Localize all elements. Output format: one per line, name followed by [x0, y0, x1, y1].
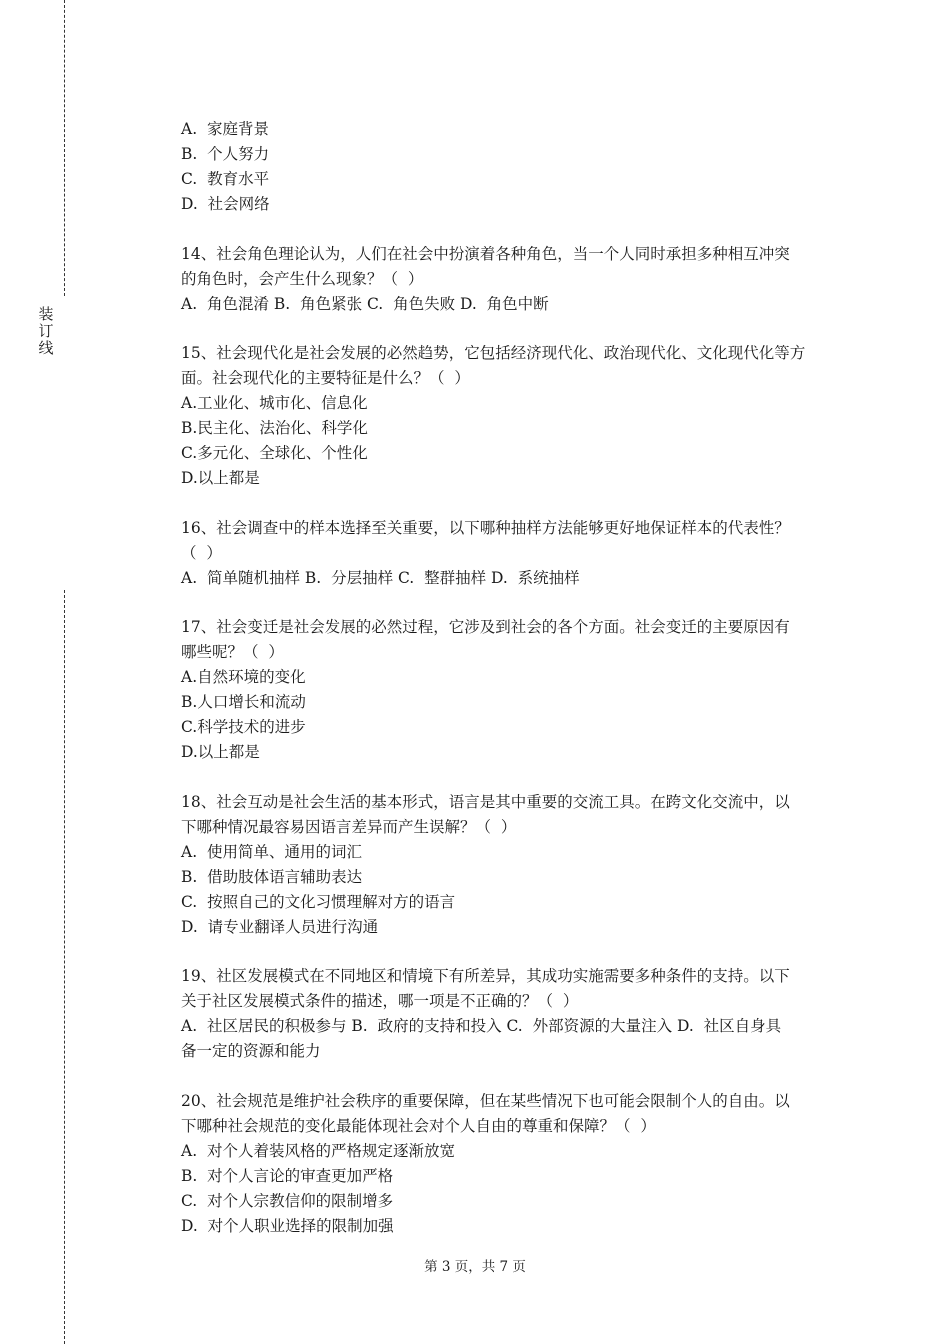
- option-d: D. 请专业翻译人员进行沟通: [181, 917, 379, 936]
- option-b: B. 借助肢体语言辅助表达: [181, 867, 363, 886]
- option-b: B. 个人努力: [181, 145, 270, 163]
- question-stem: 20、社会规范是维护社会秩序的重要保障，但在某些情况下也可能会限制个人的自由。以: [181, 1091, 790, 1110]
- option-a: A. 对个人着装风格的严格规定逐渐放宽: [181, 1141, 455, 1160]
- option-d: D.以上都是: [181, 469, 260, 487]
- option-b: B.民主化、法治化、科学化: [181, 419, 368, 437]
- question-20: [181, 1089, 841, 1239]
- option-c: C. 按照自己的文化习惯理解对方的语言: [181, 892, 456, 911]
- option-a: A.自然环境的变化: [181, 668, 306, 686]
- question-stem: 下哪种情况最容易因语言差异而产生误解？（ ）: [181, 817, 517, 836]
- question-options-inline: A. 简单随机抽样 B. 分层抽样 C. 整群抽样 D. 系统抽样: [181, 568, 580, 587]
- binding-label: 装 订 线: [38, 305, 54, 357]
- option-d: D.以上都是: [181, 743, 260, 761]
- option-d: D. 对个人职业选择的限制加强: [181, 1216, 394, 1235]
- question-stem: 17、社会变迁是社会发展的必然过程，它涉及到社会的各个方面。社会变迁的主要原因有: [181, 618, 790, 636]
- option-a: A. 家庭背景: [181, 120, 269, 138]
- question-stem: 15、社会现代化是社会发展的必然趋势，它包括经济现代化、政治现代化、文化现代化等方: [181, 344, 806, 362]
- question-15: [181, 341, 841, 491]
- question-18: [181, 790, 841, 940]
- question-13-options: [181, 117, 841, 217]
- option-c: C. 教育水平: [181, 170, 270, 188]
- binding-dashed-line-top: [64, 0, 65, 296]
- question-options-inline: A. 角色混淆 B. 角色紧张 C. 角色失败 D. 角色中断: [181, 294, 549, 313]
- page-number: 第 3 页，共 7 页: [424, 1259, 526, 1275]
- option-c: C.多元化、全球化、个性化: [181, 444, 368, 462]
- question-options-inline: A. 社区居民的积极参与 B. 政府的支持和投入 C. 外部资源的大量注入 D. 社区自身具: [181, 1017, 782, 1035]
- question-16: [181, 516, 841, 591]
- question-stem: 的角色时，会产生什么现象？（ ）: [181, 269, 424, 288]
- option-a: A.工业化、城市化、信息化: [181, 394, 368, 412]
- option-c: C.科学技术的进步: [181, 718, 306, 736]
- option-b: B.人口增长和流动: [181, 693, 306, 711]
- option-b: B. 对个人言论的审查更加严格: [181, 1166, 394, 1185]
- question-options-continued: 备一定的资源和能力: [181, 1042, 321, 1060]
- question-stem: 18、社会互动是社会生活的基本形式，语言是其中重要的交流工具。在跨文化交流中，以: [181, 792, 790, 811]
- question-stem: 关于社区发展模式条件的描述，哪一项是不正确的？（ ）: [181, 992, 579, 1010]
- question-17: [181, 615, 841, 765]
- option-a: A. 使用简单、通用的词汇: [181, 842, 362, 861]
- exam-content: [181, 117, 841, 1263]
- question-stem: 面。社会现代化的主要特征是什么？（ ）: [181, 369, 470, 387]
- question-stem: 下哪种社会规范的变化最能体现社会对个人自由的尊重和保障？（ ）: [181, 1116, 656, 1135]
- question-stem: 19、社区发展模式在不同地区和情境下有所差异，其成功实施需要多种条件的支持。以下: [181, 967, 790, 985]
- question-14: [181, 242, 841, 317]
- question-stem: 16、社会调查中的样本选择至关重要，以下哪种抽样方法能够更好地保证样本的代表性？: [181, 518, 790, 537]
- question-stem: 14、社会角色理论认为，人们在社会中扮演着各种角色，当一个人同时承担多种相互冲突: [181, 244, 790, 263]
- question-stem: （ ）: [181, 543, 222, 562]
- option-d: D. 社会网络: [181, 195, 270, 213]
- option-c: C. 对个人宗教信仰的限制增多: [181, 1191, 394, 1210]
- binding-dashed-line-bottom: [64, 590, 65, 1344]
- question-stem: 哪些呢？（ ）: [181, 643, 284, 661]
- question-19: [181, 964, 841, 1064]
